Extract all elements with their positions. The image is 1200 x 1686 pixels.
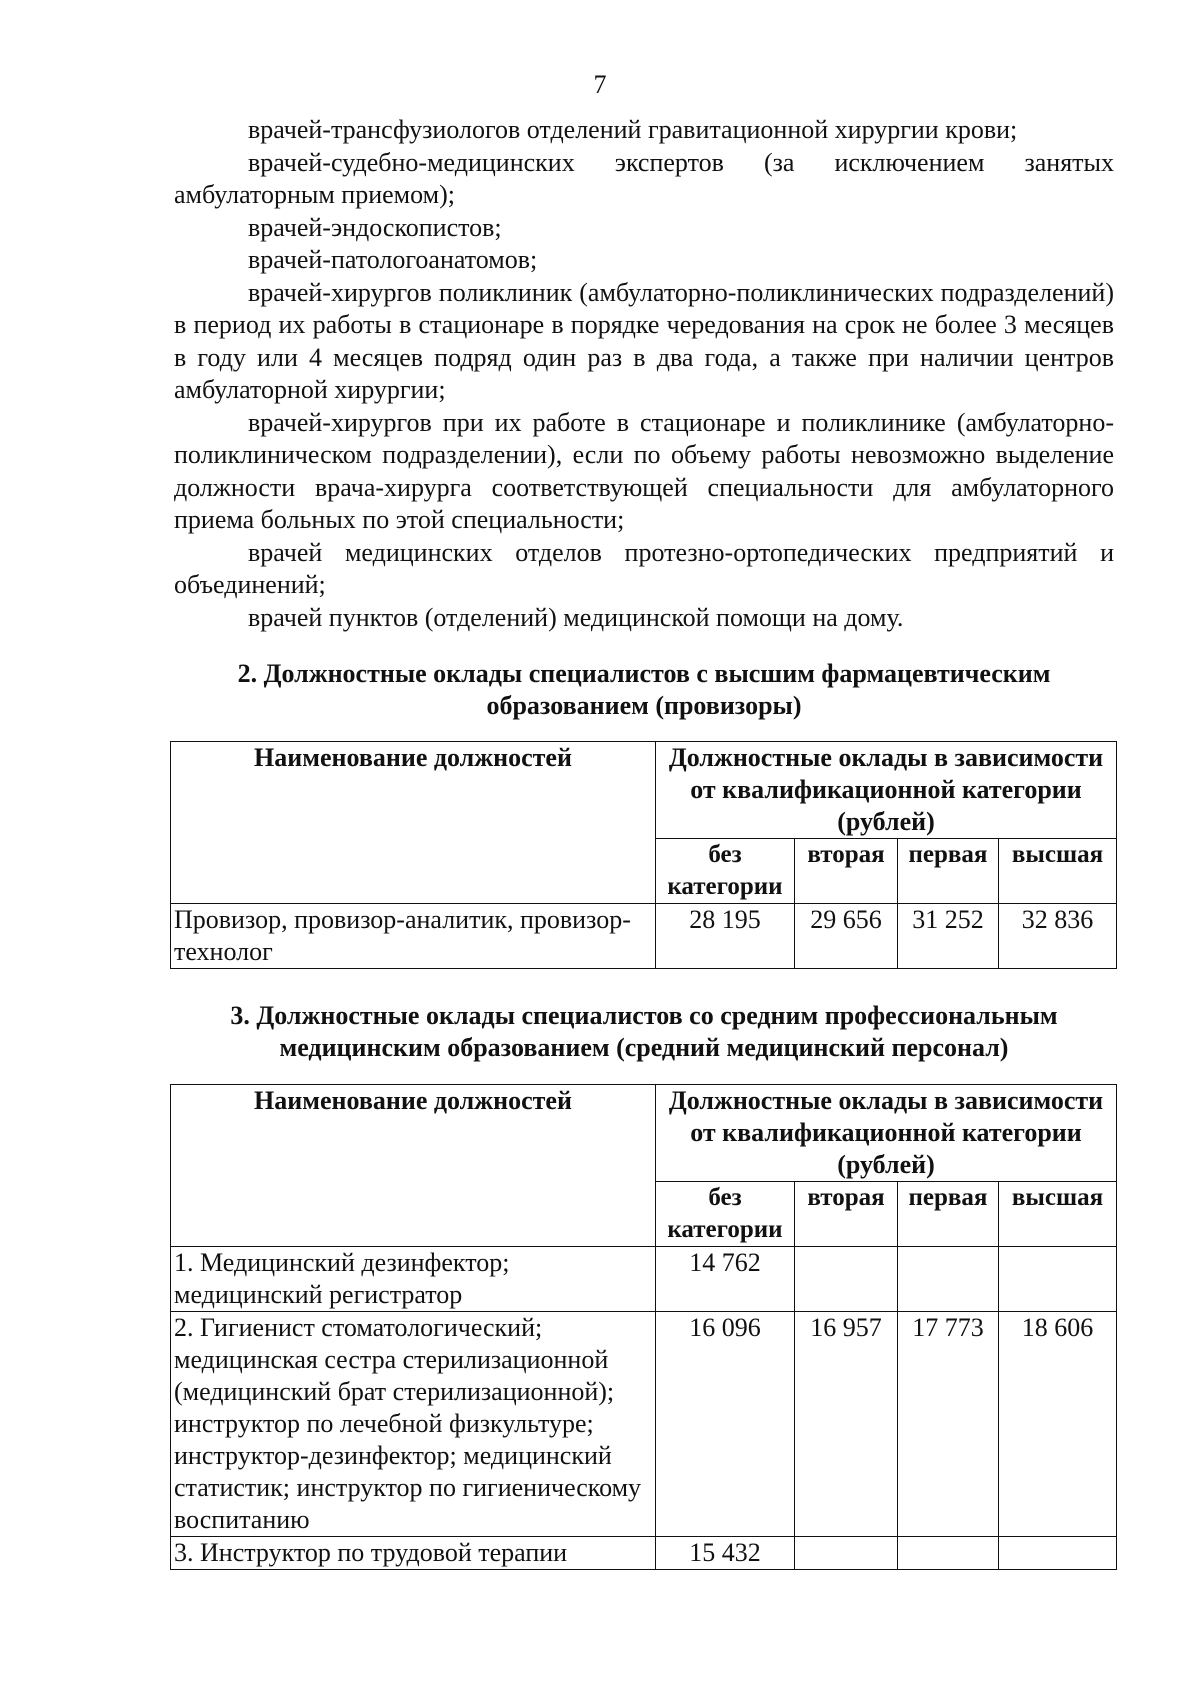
salary-value [898,1537,999,1570]
section-2-heading-line1: 2. Должностные оклады специалистов с высшим фармацевтическим [237,659,1051,688]
salary-value: 14 762 [656,1247,795,1312]
salary-value [898,1247,999,1312]
position-name: 3. Инструктор по трудовой терапии [171,1537,656,1570]
salary-value: 16 096 [656,1312,795,1537]
paragraph: врачей-эндоскопистов; [248,212,502,242]
sub-header-first: первая [898,1182,999,1247]
sub-header-no-category: без категории [656,1182,795,1247]
col-name-header: Наименование должностей [171,742,656,904]
section-2-heading-line2: образованием (провизоры) [486,691,802,720]
body-text [174,114,1114,634]
salary-value [795,1247,898,1312]
salary-value [999,1537,1117,1570]
sub-header-no-category: без категории [656,839,795,904]
salary-value: 16 957 [795,1312,898,1537]
paragraph: врачей-хирургов при их работе в стационаре и поликлинике (амбулаторно-поликлиническом подразделении), если по объему работы невозможно выделение должности врача-хирурга соответствующей специальности для амбулаторного приема больных по этой специальности; [174,407,1114,534]
position-name: Провизор, провизор-аналитик, провизор-технолог [171,904,656,969]
salary-value: 32 836 [999,904,1117,969]
section-3-heading-line2: медицинским образованием (средний медицинский персонал) [279,1033,1009,1062]
section-2-heading [174,658,1114,722]
sub-header-second: вторая [795,1182,898,1247]
col-group-header: Должностные оклады в зависимости от квалификационной категории (рублей) [656,1085,1117,1182]
sub-header-first: первая [898,839,999,904]
paragraph: врачей-патологоанатомов; [248,245,538,274]
paragraph: врачей-хирургов поликлиник (амбулаторно-поликлинических подразделений) в период их работы в стационаре в порядке чередования на срок не более 3 месяцев в году или 4 месяцев подряд один раз в два года, а также при наличии центров амбулаторной хирургии; [174,277,1114,404]
paragraph: врачей медицинских отделов протезно-ортопедических предприятий и объединений; [174,537,1114,599]
paragraph: врачей пунктов (отделений) медицинской помощи на дому. [248,602,904,632]
salary-value: 15 432 [656,1537,795,1570]
salary-value: 29 656 [795,904,898,969]
sub-header-highest: высшая [999,1182,1117,1247]
nurses-salary-table [170,1084,1117,1570]
page-number: 7 [593,70,607,99]
table-row [171,1312,1117,1537]
col-group-header: Должностные оклады в зависимости от квалификационной категории (рублей) [656,742,1117,839]
section-3-heading [174,1000,1114,1064]
position-name: 2. Гигиенист стоматологический; медицинская сестра стерилизационной (медицинский брат стерилизационной); инструктор по лечебной физкультуре; инструктор-дезинфектор; медицинский статистик; инструктор по гигиеническому воспитанию [171,1312,656,1537]
section-3-heading-line1: 3. Должностные оклады специалистов со средним профессиональным [230,1001,1058,1030]
pharmacists-salary-table [170,741,1117,969]
sub-header-second: вторая [795,839,898,904]
salary-value: 31 252 [898,904,999,969]
salary-value: 18 606 [999,1312,1117,1537]
salary-value [795,1537,898,1570]
sub-header-highest: высшая [999,839,1117,904]
table-row [171,1247,1117,1312]
salary-value: 28 195 [656,904,795,969]
salary-value: 17 773 [898,1312,999,1537]
paragraph: врачей-трансфузиологов отделений гравитационной хирургии крови; [248,115,1018,144]
position-name: 1. Медицинский дезинфектор; медицинский регистратор [171,1247,656,1312]
table-row [171,1537,1117,1570]
table-row [171,904,1117,969]
col-name-header: Наименование должностей [171,1085,656,1247]
paragraph: врачей-судебно-медицинских экспертов (за исключением занятых амбулаторным приемом); [174,147,1114,209]
salary-value [999,1247,1117,1312]
